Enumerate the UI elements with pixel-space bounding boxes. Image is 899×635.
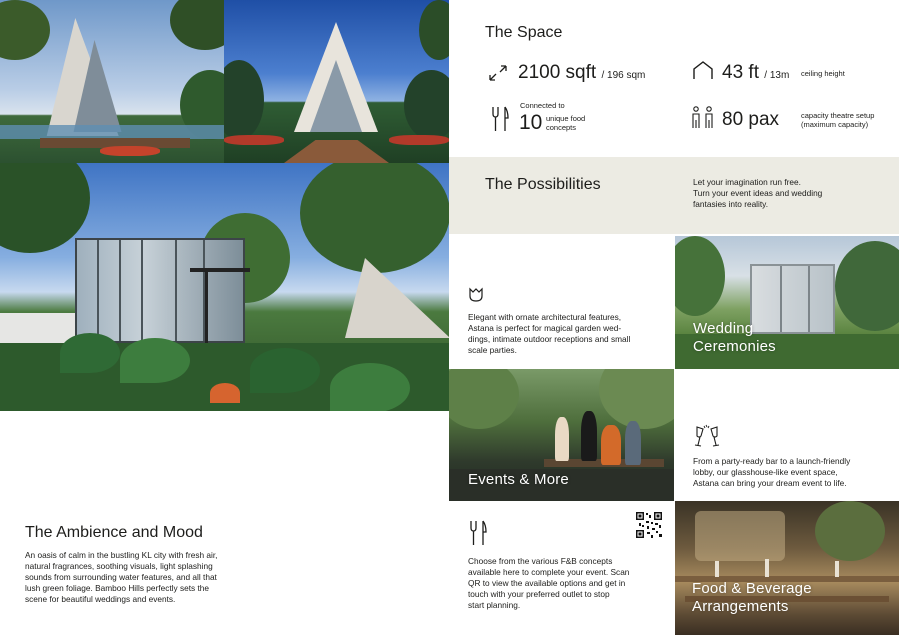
glasshouse-photo <box>0 163 449 411</box>
area-unit: / 196 sqm <box>601 70 646 81</box>
wedding-text-3: dings, intimate outdoor receptions and small <box>468 334 631 344</box>
possibilities-band <box>449 157 899 234</box>
fnb-prefix: Connected to <box>520 101 565 110</box>
ambience-text-1: An oasis of calm in the bustling KL city with fresh air, <box>25 550 218 560</box>
space-title: The Space <box>485 24 563 41</box>
ambience-text-5: scene for beautiful weddings and events. <box>25 594 176 604</box>
fnb-text-3: QR to view the available options and get in <box>468 578 626 588</box>
wedding-text-4: scale parties. <box>468 345 517 355</box>
events-text-3: Astana can bring your dream event to life. <box>693 478 847 488</box>
wedding-caption-1: Wedding <box>693 320 754 337</box>
events-photo <box>449 369 674 501</box>
ceiling-stat <box>722 62 789 84</box>
possibilities-line-1: Let your imagination run free. <box>693 177 801 187</box>
fnb-text-2: available here to complete your event. Scan <box>468 567 630 577</box>
fnb-text-5: start planning. <box>468 600 521 610</box>
ambience-title: The Ambience and Mood <box>25 524 203 541</box>
fnb-count: 10 <box>519 111 543 134</box>
events-text-2: lobby, our glasshouse-like event space, <box>693 467 838 477</box>
wedding-photo <box>675 236 899 369</box>
ambience-text-4: lush green foliage. Bamboo Hills perfectly sets the <box>25 583 210 593</box>
capacity-label-2: (maximum capacity) <box>801 120 869 129</box>
fork-knife-icon <box>490 106 510 132</box>
house-outline-icon <box>692 60 714 80</box>
possibilities-line-2: Turn your event ideas and wedding <box>693 188 823 198</box>
wedding-text-2: Astana is perfect for magical garden wed- <box>468 323 622 333</box>
ceiling-unit: / 13m <box>764 70 790 81</box>
fnb-caption-2: Arrangements <box>692 598 789 615</box>
chapel-side-photo <box>0 0 224 163</box>
ceiling-value: 43 ft <box>722 62 759 83</box>
fnb-text-4: touch with your preferred outlet to stop <box>468 589 610 599</box>
wedding-caption-2: Ceremonies <box>693 338 776 355</box>
wedding-text-1: Elegant with ornate architectural features, <box>468 312 622 322</box>
chapel-front-photo <box>224 0 449 163</box>
qr-code-icon[interactable] <box>635 511 663 539</box>
ceiling-label: ceiling height <box>801 69 845 78</box>
area-value: 2100 sqft <box>518 62 597 83</box>
events-text-1: From a party-ready bar to a launch-friendly <box>693 456 851 466</box>
fnb-label-2: concepts <box>546 123 577 132</box>
champagne-toast-icon <box>693 424 721 448</box>
fnb-photo <box>675 501 899 635</box>
ambience-text-2: natural fragrances, soothing visuals, light splashing <box>25 561 213 571</box>
expand-arrows-icon <box>488 64 508 82</box>
fnb-text-1: Choose from the various F&B concepts <box>468 556 613 566</box>
fnb-caption-1: Food & Beverage <box>692 580 812 597</box>
people-icon <box>690 106 716 130</box>
fork-knife-icon <box>468 520 488 546</box>
capacity-value: 80 pax <box>722 109 780 130</box>
tulip-icon <box>468 287 484 303</box>
events-caption: Events & More <box>468 471 569 488</box>
capacity-label-1: capacity theatre setup <box>801 111 875 120</box>
fnb-label-1: unique food <box>546 114 586 123</box>
possibilities-title: The Possibilities <box>485 176 601 193</box>
area-stat <box>518 62 645 84</box>
possibilities-line-3: fantasies into reality. <box>693 199 769 209</box>
ambience-text-3: sounds from surrounding water features, and all that <box>25 572 217 582</box>
